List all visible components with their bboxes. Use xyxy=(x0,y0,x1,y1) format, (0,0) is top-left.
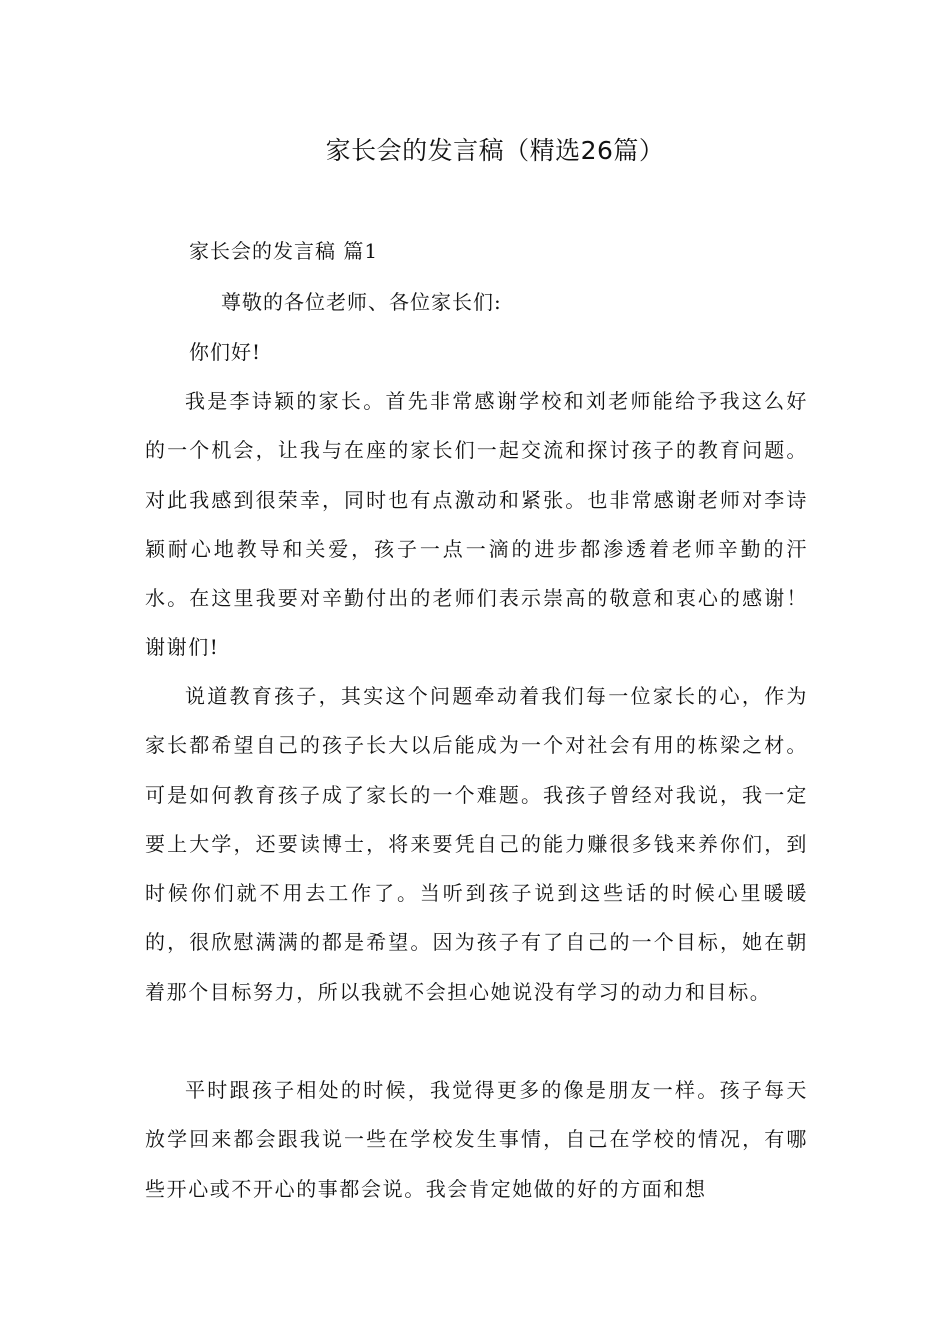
section-heading: 家长会的发言稿 篇1 xyxy=(189,239,379,263)
body-paragraph: 平时跟孩子相处的时候，我觉得更多的像是朋友一样。孩子每天放学回来都会跟我说一些在学校发生事情，自己在学校的情况，有哪些开心或不开心的事都会说。我会肯定她做的好的方面和想 xyxy=(145,1078,808,1201)
body-paragraph: 我是李诗颖的家长。首先非常感谢学校和刘老师能给予我这么好的一个机会，让我与在座的家长们一起交流和探讨孩子的教育问题。对此我感到很荣幸，同时也有点激动和紧张。也非常感谢老师对李诗颖耐心地教导和关爱，孩子一点一滴的进步都渗透着老师辛勤的汗水。在这里我要对辛勤付出的老师们表示崇高的敬意和衷心的感谢！谢谢们! xyxy=(145,389,808,660)
salutation-line: 尊敬的各位老师、各位家长们: xyxy=(221,290,502,314)
document-title: 家长会的发言稿（精选26篇） xyxy=(325,136,665,165)
body-paragraph: 说道教育孩子，其实这个问题牵动着我们每一位家长的心，作为家长都希望自己的孩子长大以后能成为一个对社会有用的栋梁之材。可是如何教育孩子成了家长的一个难题。我孩子曾经对我说，我一定要上大学，还要读博士，将来要凭自己的能力赚很多钱来养你们，到时候你们就不用去工作了。当听到孩子说到这些话的时候心里暖暖的，很欣慰满满的都是希望。因为孩子有了自己的一个目标，她在朝着那个目标努力，所以我就不会担心她说没有学习的动力和目标。 xyxy=(145,684,808,1004)
greeting-line: 你们好! xyxy=(189,340,262,364)
